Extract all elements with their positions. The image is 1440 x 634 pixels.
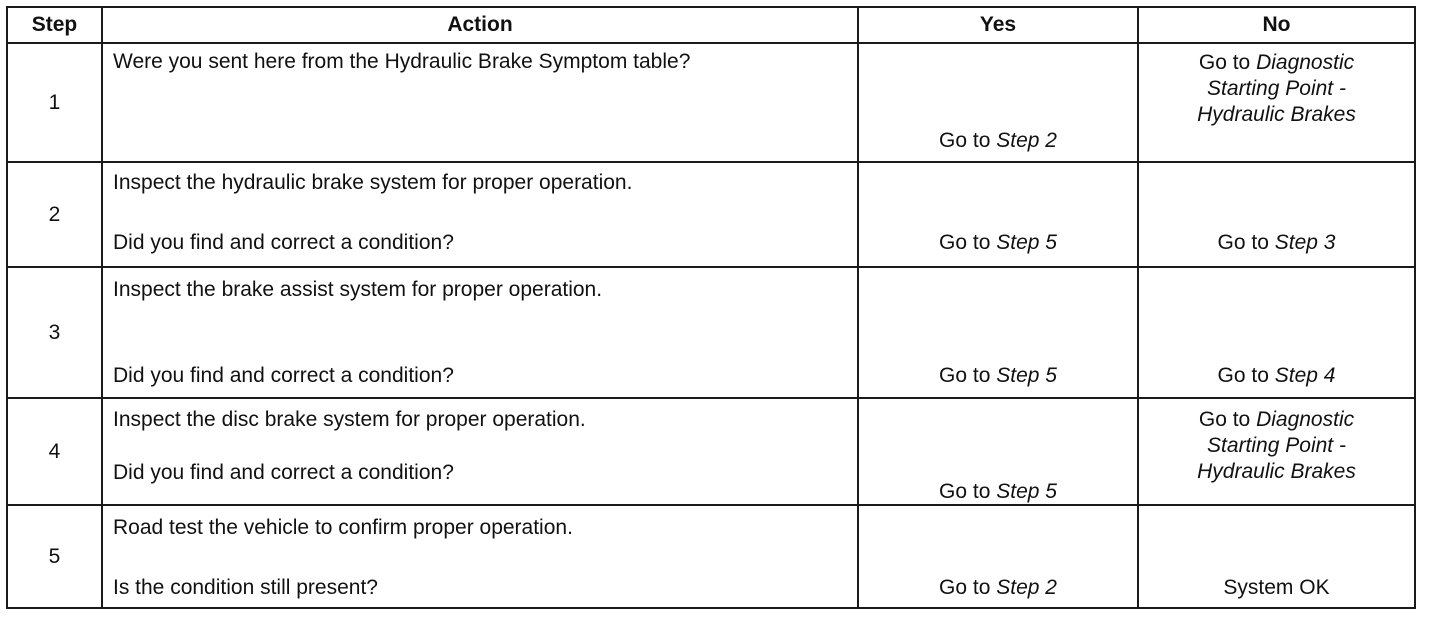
action-instruction: Inspect the hydraulic brake system for proper operation. (113, 171, 633, 194)
goto-link[interactable]: Step 2 (996, 576, 1057, 599)
no-cell (1138, 162, 1415, 267)
table-row (7, 505, 1415, 608)
yes-cell (858, 505, 1138, 608)
header-step: Step (7, 7, 102, 43)
action-cell (102, 162, 858, 267)
yes-cell (858, 43, 1138, 162)
step-number: 1 (7, 43, 102, 162)
header-action: Action (102, 7, 858, 43)
action-instruction: Road test the vehicle to confirm proper operation. (113, 516, 573, 539)
goto-link-line[interactable]: Starting Point - (1207, 434, 1346, 457)
no-cell (1138, 267, 1415, 398)
yes-cell (858, 267, 1138, 398)
goto-prefix: Go to (939, 576, 997, 599)
table-header-row (7, 7, 1415, 43)
step-number: 4 (7, 398, 102, 505)
goto-prefix: Go to (1198, 51, 1257, 74)
goto-link-line[interactable]: Starting Point - (1207, 77, 1346, 100)
table-row (7, 162, 1415, 267)
step-number: 5 (7, 505, 102, 608)
no-goto[interactable] (1139, 363, 1414, 389)
action-cell (102, 398, 858, 505)
goto-link-line[interactable]: Hydraulic Brakes (1197, 103, 1356, 126)
table-row (7, 267, 1415, 398)
yes-goto[interactable] (859, 479, 1137, 505)
goto-prefix: Go to (939, 480, 997, 503)
goto-prefix: Go to (939, 231, 997, 254)
table-row (7, 43, 1415, 162)
goto-link[interactable]: Step 3 (1274, 231, 1336, 254)
goto-link-line[interactable]: Hydraulic Brakes (1197, 460, 1356, 483)
goto-link[interactable]: Step 5 (996, 364, 1057, 387)
goto-prefix: Go to (1217, 231, 1275, 254)
header-no: No (1138, 7, 1415, 43)
yes-goto[interactable] (859, 230, 1137, 256)
no-cell (1138, 505, 1415, 608)
no-cell (1138, 43, 1415, 162)
diagnostic-table (6, 6, 1416, 609)
goto-link[interactable]: Step 2 (996, 129, 1057, 152)
header-yes: Yes (858, 7, 1138, 43)
goto-prefix: Go to (939, 364, 997, 387)
action-question: Were you sent here from the Hydraulic Brake Symptom table? (113, 50, 691, 73)
goto-prefix: Go to (939, 129, 997, 152)
goto-link[interactable]: Diagnostic (1256, 51, 1355, 74)
step-number: 3 (7, 267, 102, 398)
action-cell (102, 267, 858, 398)
action-cell (102, 43, 858, 162)
goto-link[interactable]: Step 5 (996, 231, 1057, 254)
action-question: Is the condition still present? (113, 576, 378, 599)
yes-cell (858, 398, 1138, 505)
goto-prefix: Go to (1217, 364, 1275, 387)
goto-link[interactable]: Diagnostic (1256, 408, 1355, 431)
goto-link[interactable]: Step 5 (996, 480, 1057, 503)
action-question: Did you find and correct a condition? (113, 364, 454, 387)
action-instruction: Inspect the disc brake system for proper operation. (113, 408, 586, 431)
goto-link[interactable]: Step 4 (1274, 364, 1336, 387)
yes-goto[interactable] (859, 575, 1137, 601)
table-row (7, 398, 1415, 505)
no-cell (1138, 398, 1415, 505)
action-question: Did you find and correct a condition? (113, 231, 454, 254)
no-result: System OK (1223, 576, 1330, 599)
yes-cell (858, 162, 1138, 267)
yes-goto[interactable] (859, 363, 1137, 389)
step-number: 2 (7, 162, 102, 267)
action-instruction: Inspect the brake assist system for proper operation. (113, 278, 603, 301)
yes-goto[interactable] (859, 128, 1137, 154)
no-goto[interactable] (1139, 407, 1414, 485)
no-goto[interactable] (1139, 50, 1414, 128)
action-cell (102, 505, 858, 608)
goto-prefix: Go to (1198, 408, 1257, 431)
action-question: Did you find and correct a condition? (113, 461, 454, 484)
no-goto[interactable] (1139, 230, 1414, 256)
